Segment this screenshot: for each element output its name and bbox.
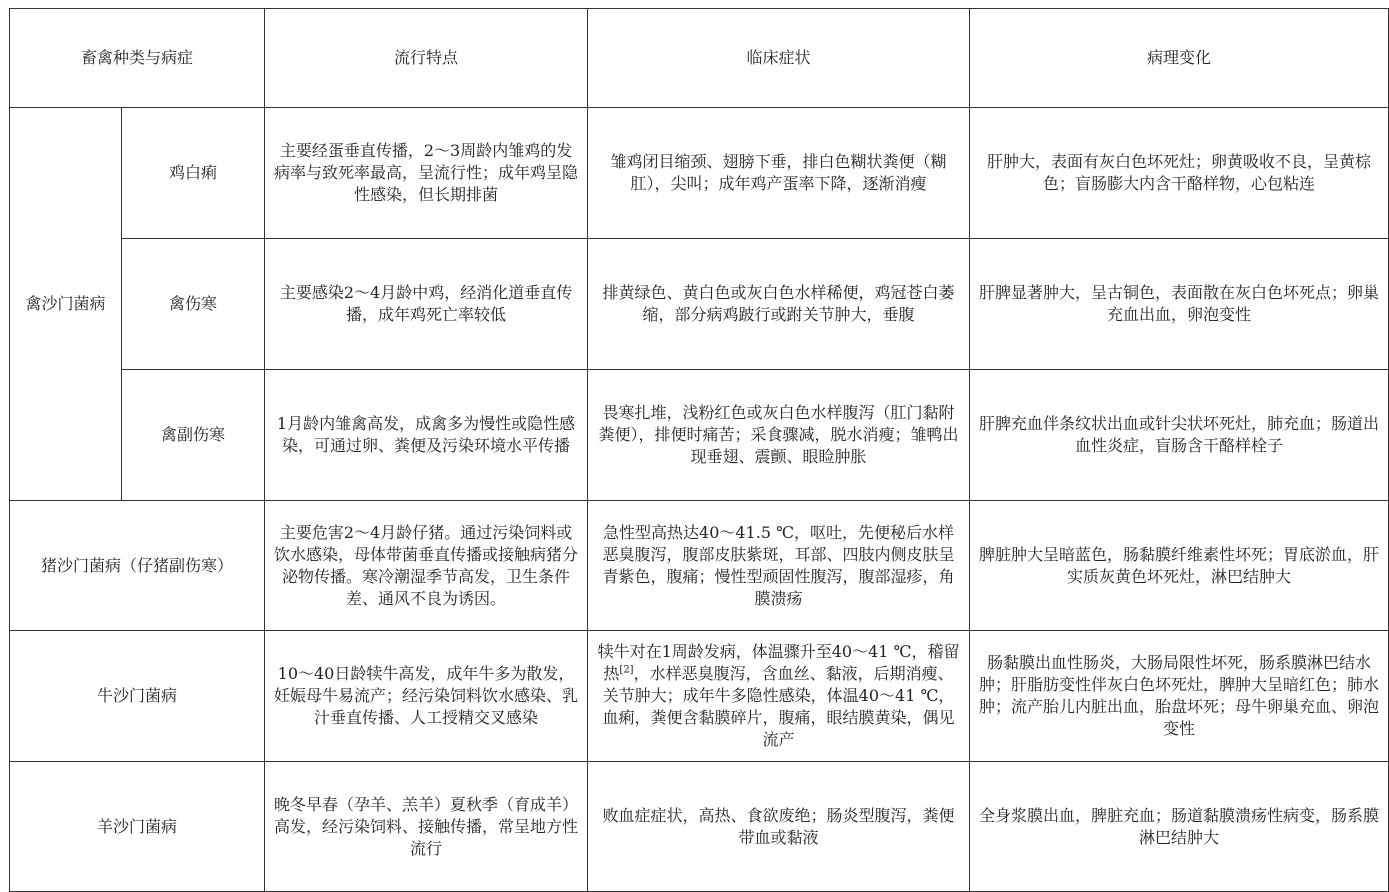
header-epidemic: 流行特点 [265, 9, 588, 108]
disease-name-cell: 羊沙门菌病 [10, 762, 265, 892]
table-row [10, 631, 1389, 762]
table-row [10, 501, 1389, 631]
epidemic-cell: 晚冬早春（孕羊、羔羊）夏秋季（育成羊）高发，经污染饲料、接触传播，常呈地方性流行 [265, 762, 588, 892]
reference-superscript[interactable]: [2] [619, 664, 634, 676]
epidemic-cell: 主要危害2～4月龄仔猪。通过污染饲料或饮水感染，母体带菌垂直传播或接触病猪分泌物传播。寒冷潮湿季节高发，卫生条件差、通风不良为诱因。 [265, 501, 588, 631]
header-clinical: 临床症状 [588, 9, 970, 108]
clinical-cell: 排黄绿色、黄白色或灰白色水样稀便，鸡冠苍白萎缩，部分病鸡跛行或跗关节肿大，垂腹 [588, 239, 970, 370]
clinical-cell: 雏鸡闭目缩颈、翅膀下垂，排白色糊状粪便（糊肛），尖叫；成年鸡产蛋率下降，逐渐消瘦 [588, 108, 970, 239]
group-cell-poultry: 禽沙门菌病 [10, 108, 122, 501]
disease-name-cell: 猪沙门菌病（仔猪副伤寒） [10, 501, 265, 631]
table-row [10, 762, 1389, 892]
salmonella-table [9, 8, 1389, 892]
table-row [10, 370, 1389, 501]
table-row [10, 239, 1389, 370]
clinical-text-part: 犊牛对在1周龄发病，体温骤升至40～41 ℃，稽留热 [597, 642, 960, 683]
disease-name-cell: 牛沙门菌病 [10, 631, 265, 762]
clinical-cell [588, 631, 970, 762]
pathology-cell: 脾脏肿大呈暗蓝色，肠黏膜纤维素性坏死；胃底淤血，肝实质灰黄色坏死灶，淋巴结肿大 [970, 501, 1389, 631]
table-row [10, 108, 1389, 239]
clinical-cell: 畏寒扎堆，浅粉红色或灰白色水样腹泻（肛门黏附粪便），排便时痛苦；采食骤减，脱水消瘦；雏鸭出现垂翅、震颤、眼睑肿胀 [588, 370, 970, 501]
header-row [10, 9, 1389, 108]
clinical-text-part: ，水样恶臭腹泻，含血丝、黏液，后期消瘦、关节肿大；成年牛多隐性感染，体温40～41 ℃，血痢，粪便含黏膜碎片，腹痛，眼结膜黄染，偶见流产 [602, 664, 955, 749]
pathology-cell: 肝脾显著肿大，呈古铜色，表面散在灰白色坏死点；卵巢充血出血，卵泡变性 [970, 239, 1389, 370]
epidemic-cell: 主要经蛋垂直传播，2～3周龄内雏鸡的发病率与致死率最高，呈流行性；成年鸡呈隐性感染，但长期排菌 [265, 108, 588, 239]
pathology-cell: 肠黏膜出血性肠炎，大肠局限性坏死，肠系膜淋巴结水肿；肝脂肪变性伴灰白色坏死灶，脾肿大呈暗红色；肺水肿；流产胎儿内脏出血，胎盘坏死；母牛卵巢充血、卵泡变性 [970, 631, 1389, 762]
pathology-cell: 肝脾充血伴条纹状出血或针尖状坏死灶，肺充血；肠道出血性炎症，盲肠含干酪样栓子 [970, 370, 1389, 501]
clinical-cell: 急性型高热达40～41.5 ℃，呕吐，先便秘后水样恶臭腹泻，腹部皮肤紫斑，耳部、四肢内侧皮肤呈青紫色，腹痛；慢性型顽固性腹泻，腹部湿疹，角膜溃疡 [588, 501, 970, 631]
epidemic-cell: 10～40日龄犊牛高发，成年牛多为散发，妊娠母牛易流产；经污染饲料饮水感染、乳汁垂直传播、人工授精交叉感染 [265, 631, 588, 762]
pathology-cell: 全身浆膜出血，脾脏充血；肠道黏膜溃疡性病变，肠系膜淋巴结肿大 [970, 762, 1389, 892]
header-species: 畜禽种类与病症 [10, 9, 265, 108]
header-pathology: 病理变化 [970, 9, 1389, 108]
disease-name-cell: 鸡白痢 [122, 108, 265, 239]
pathology-cell: 肝肿大，表面有灰白色坏死灶；卵黄吸收不良，呈黄棕色；盲肠膨大内含干酪样物，心包粘连 [970, 108, 1389, 239]
epidemic-cell: 1月龄内雏禽高发，成禽多为慢性或隐性感染，可通过卵、粪便及污染环境水平传播 [265, 370, 588, 501]
disease-name-cell: 禽伤寒 [122, 239, 265, 370]
clinical-cell: 败血症症状，高热、食欲废绝；肠炎型腹泻，粪便带血或黏液 [588, 762, 970, 892]
disease-name-cell: 禽副伤寒 [122, 370, 265, 501]
epidemic-cell: 主要感染2～4月龄中鸡，经消化道垂直传播，成年鸡死亡率较低 [265, 239, 588, 370]
